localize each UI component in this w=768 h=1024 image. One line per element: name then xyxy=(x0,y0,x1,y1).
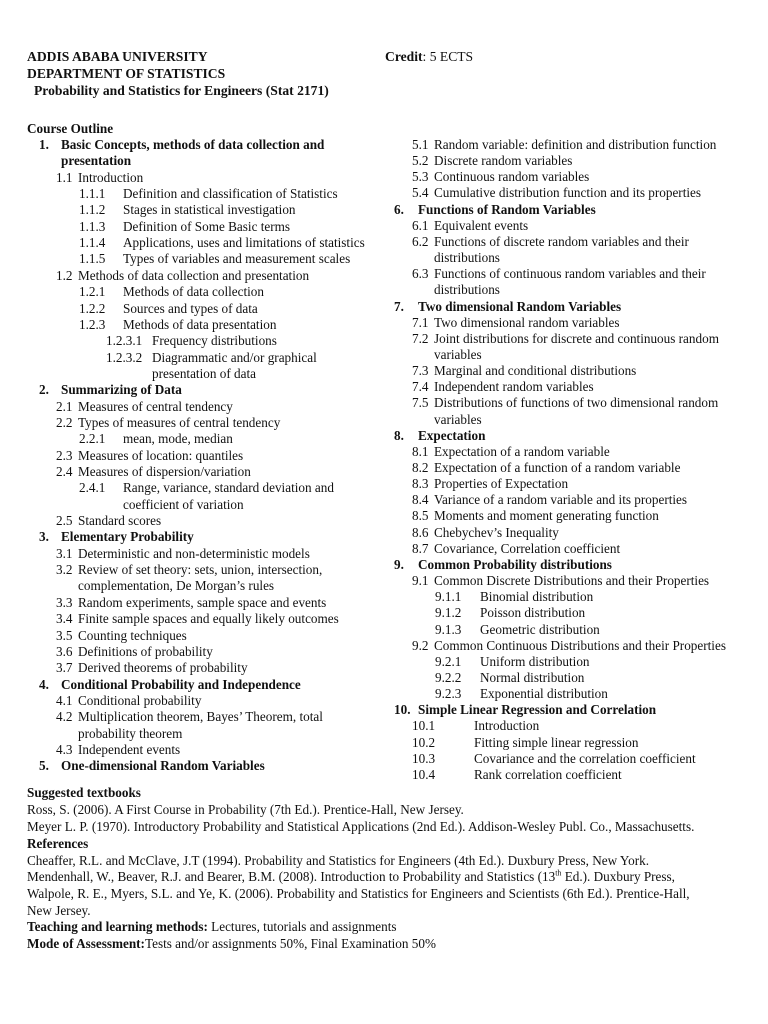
outline-item xyxy=(412,735,638,751)
outline-item-number: 5. xyxy=(39,758,49,774)
outline-item xyxy=(435,605,585,621)
outline-item-text: Measures of location: quantiles xyxy=(78,447,244,463)
outline-item-number: 8.3 xyxy=(412,476,429,492)
reference-item: Walpole, R. E., Myers, S.L. and Ye, K. (2006). Probability and Statistics for Engineers and Scientists (6th Ed.). Prentice-Hall, xyxy=(27,886,690,901)
outline-item-text: probability theorem xyxy=(78,725,183,741)
outline-item xyxy=(56,513,161,529)
textbook-item: Ross, S. (2006). A First Course in Probability (7th Ed.). Prentice-Hall, New Jersey. xyxy=(27,802,464,817)
outline-item-text: Variance of a random variable and its properties xyxy=(434,492,688,508)
outline-item-number: 1.2 xyxy=(56,267,73,283)
outline-item-text: complementation, De Morgan’s rules xyxy=(78,578,275,594)
outline-item-number: 8.2 xyxy=(412,460,429,475)
outline-item-number: 9.1.3 xyxy=(435,621,462,637)
outline-item-number: 1.1.4 xyxy=(79,235,106,251)
outline-item-text: Introduction xyxy=(78,169,144,185)
outline-item-number: 4. xyxy=(39,676,49,692)
outline-item xyxy=(412,347,482,363)
outline-item-text: Expectation of a random variable xyxy=(434,443,610,459)
outline-item xyxy=(412,460,680,476)
outline-item-number: 6.2 xyxy=(412,233,429,249)
outline-item-number: 8.1 xyxy=(412,443,429,459)
outline-item xyxy=(412,767,622,783)
outline-item xyxy=(412,218,528,234)
outline-item xyxy=(435,670,584,686)
outline-item-text: Summarizing of Data xyxy=(61,382,182,398)
outline-item-text: presentation of data xyxy=(152,365,256,381)
outline-item-number: 1.2.2 xyxy=(79,300,106,316)
credit-label: Credit xyxy=(385,49,423,64)
outline-item xyxy=(56,578,274,594)
assessment-mode xyxy=(27,936,436,952)
outline-item-number: 1.2.1 xyxy=(79,284,106,300)
outline-item xyxy=(79,317,276,333)
outline-item xyxy=(412,153,572,169)
outline-item-text: Range, variance, standard deviation and xyxy=(123,480,334,496)
course-title: Probability and Statistics for Engineers (Stat 2171) xyxy=(34,83,329,98)
outline-item-text: mean, mode, median xyxy=(123,431,233,447)
outline-item xyxy=(79,202,296,218)
outline-item-number: 6.1 xyxy=(412,217,429,233)
outline-item xyxy=(412,169,589,185)
outline-item-text: Covariance, Correlation coefficient xyxy=(434,540,621,556)
outline-item-number: 1. xyxy=(39,137,49,152)
outline-item-text: Standard scores xyxy=(78,513,162,529)
outline-item-text: coefficient of variation xyxy=(123,496,244,512)
outline-item-number: 8.4 xyxy=(412,492,429,508)
outline-item-text: Derived theorems of probability xyxy=(78,660,248,676)
outline-item-text: Random experiments, sample space and events xyxy=(78,594,327,610)
outline-item xyxy=(56,546,310,562)
outline-item xyxy=(412,638,726,654)
outline-item-text: Applications, uses and limitations of statistics xyxy=(123,235,365,251)
outline-item xyxy=(412,395,718,411)
outline-item xyxy=(56,448,243,464)
outline-item xyxy=(412,751,696,767)
outline-item xyxy=(412,331,719,347)
outline-item xyxy=(56,611,339,627)
outline-item-text: Elementary Probability xyxy=(61,529,194,545)
assessment-value: Tests and/or assignments 50%, Final Examination 50% xyxy=(144,936,436,951)
outline-item-text: Stages in statistical investigation xyxy=(123,202,296,218)
outline-item xyxy=(56,595,326,611)
outline-item-text: Rank correlation coefficient xyxy=(474,766,622,782)
outline-item-text: Chebychev’s Inequality xyxy=(434,524,559,540)
reference-text: Ed.). Duxbury Press, xyxy=(561,869,675,884)
outline-item xyxy=(56,268,309,284)
outline-item xyxy=(435,654,590,670)
outline-item-text: Binomial distribution xyxy=(480,589,594,605)
outline-item-number: 2.1 xyxy=(56,398,73,414)
outline-item-number: 7.3 xyxy=(412,363,429,379)
outline-item-text: Moments and moment generating function xyxy=(434,508,659,524)
outline-item-text: Two dimensional Random Variables xyxy=(418,298,622,314)
outline-section-heading xyxy=(39,153,131,169)
outline-item xyxy=(56,628,187,644)
outline-item-number: 3.7 xyxy=(56,660,73,676)
textbook-item: Meyer L. P. (1970). Introductory Probability and Statistical Applications (2nd Ed.). Addison-Wesley Publ. Co., Massachusetts. xyxy=(27,819,695,834)
outline-item xyxy=(56,644,213,660)
outline-item-number: 9.1 xyxy=(412,573,429,589)
outline-title: Course Outline xyxy=(27,121,114,136)
outline-item xyxy=(56,464,251,480)
outline-item-number: 2.4 xyxy=(56,464,73,479)
outline-item-text: Functions of Random Variables xyxy=(418,201,596,217)
outline-item-text: Discrete random variables xyxy=(434,153,573,169)
outline-item-number: 5.2 xyxy=(412,153,429,169)
outline-item-text: Counting techniques xyxy=(78,627,187,643)
outline-item-number: 4.2 xyxy=(56,709,73,725)
outline-item xyxy=(56,693,201,709)
outline-item xyxy=(79,219,290,235)
outline-item xyxy=(412,266,706,282)
outline-item xyxy=(412,476,568,492)
outline-item xyxy=(79,301,258,317)
outline-section-heading xyxy=(39,137,324,153)
outline-item-number: 3.3 xyxy=(56,594,73,610)
outline-item-text: One-dimensional Random Variables xyxy=(61,758,265,774)
outline-item-text: variables xyxy=(434,411,482,427)
outline-item xyxy=(56,170,143,186)
outline-item xyxy=(56,415,280,431)
outline-item-number: 9. xyxy=(394,556,404,572)
reference-item: Cheaffer, R.L. and McClave, J.T (1994). Probability and Statistics for Engineers (4th Ed.). Duxbury Press, New York. xyxy=(27,853,649,868)
outline-item-number: 2.2 xyxy=(56,414,73,430)
outline-item-text: Functions of continuous random variables and their xyxy=(434,266,706,282)
outline-item-number: 1.1.1 xyxy=(79,186,106,202)
university-name: ADDIS ABABA UNIVERSITY xyxy=(27,49,208,64)
textbooks-title: Suggested textbooks xyxy=(27,785,141,800)
outline-item-number: 6.3 xyxy=(412,266,429,282)
outline-item-number: 9.1.1 xyxy=(435,589,462,605)
outline-item-text: Common Probability distributions xyxy=(418,556,612,572)
outline-item-number: 6. xyxy=(394,201,404,217)
outline-section-heading xyxy=(394,702,656,718)
outline-item xyxy=(79,480,334,496)
outline-item-text: Fitting simple linear regression xyxy=(474,734,639,750)
outline-item-text: Conditional probability xyxy=(78,692,202,708)
outline-item-number: 3.6 xyxy=(56,643,73,659)
outline-item xyxy=(106,333,277,349)
outline-item-text: Functions of discrete random variables and their xyxy=(434,233,689,249)
outline-item-number: 1.1.2 xyxy=(79,202,106,218)
outline-item-text: Distributions of functions of two dimensional random xyxy=(434,395,719,411)
outline-item-text: variables xyxy=(434,346,482,362)
outline-item xyxy=(79,251,350,267)
outline-item xyxy=(412,363,636,379)
outline-item-text: Poisson distribution xyxy=(480,605,586,621)
outline-item xyxy=(412,718,539,734)
outline-item xyxy=(412,282,500,298)
outline-item xyxy=(79,431,233,447)
outline-item-text: distributions xyxy=(434,282,500,298)
outline-item-text: Uniform distribution xyxy=(480,653,590,669)
outline-item-number: 9.1.2 xyxy=(435,605,462,621)
outline-item-text: Normal distribution xyxy=(480,669,585,685)
outline-item-number: 2.4.1 xyxy=(79,480,106,496)
outline-item-number: 10.3 xyxy=(412,750,436,766)
outline-item-text: Expectation of a function of a random variable xyxy=(434,460,681,475)
outline-item xyxy=(56,726,182,742)
outline-item-text: Definitions of probability xyxy=(78,643,213,659)
reference-superscript: th xyxy=(555,868,562,878)
outline-item-number: 2.3 xyxy=(56,447,73,463)
outline-section-heading xyxy=(394,299,621,315)
outline-section-heading xyxy=(394,202,596,218)
outline-item-text: Review of set theory: sets, union, intersection, xyxy=(78,562,323,578)
outline-item xyxy=(56,399,233,415)
outline-item-number: 5.3 xyxy=(412,169,429,185)
outline-item-text: Definition of Some Basic terms xyxy=(123,218,291,234)
outline-item-number: 2.2.1 xyxy=(79,431,106,447)
outline-item-number: 1.1.5 xyxy=(79,251,106,267)
outline-item xyxy=(412,315,620,331)
outline-item-text: Methods of data collection and presentation xyxy=(78,267,310,283)
outline-item-number: 3.4 xyxy=(56,611,73,627)
reference-text: Mendenhall, W., Beaver, R.J. and Bearer, B.M. (2008). Introduction to Probability and Statistics (13 xyxy=(27,869,556,884)
outline-item-number: 7. xyxy=(394,298,404,314)
outline-item xyxy=(412,234,689,250)
outline-item-text: presentation xyxy=(61,153,132,169)
outline-section-heading xyxy=(394,557,612,573)
outline-item-text: Types of measures of central tendency xyxy=(78,414,281,430)
outline-item-text: Deterministic and non-deterministic models xyxy=(78,545,310,561)
outline-item-number: 8.5 xyxy=(412,508,429,524)
outline-item xyxy=(79,284,264,300)
teaching-methods xyxy=(27,919,397,935)
references-title: References xyxy=(27,836,89,851)
outline-item xyxy=(412,379,594,395)
outline-item-number: 1.2.3.1 xyxy=(106,333,143,349)
outline-item xyxy=(412,137,716,153)
outline-item-text: Exponential distribution xyxy=(480,686,608,702)
outline-item-text: Expectation xyxy=(418,427,486,443)
outline-item xyxy=(435,622,600,638)
outline-item-text: Introduction xyxy=(474,718,540,734)
outline-item xyxy=(106,350,317,366)
outline-item-text: Definition and classification of Statistics xyxy=(123,186,338,202)
outline-item-number: 7.5 xyxy=(412,395,429,411)
teaching-label: Teaching and learning methods: xyxy=(27,919,208,934)
outline-item-number: 9.2 xyxy=(412,637,429,653)
outline-section-heading xyxy=(394,428,485,444)
outline-item-text: Basic Concepts, methods of data collection and xyxy=(61,137,325,152)
outline-item xyxy=(56,660,248,676)
outline-item-number: 8.7 xyxy=(412,540,429,556)
outline-item-number: 4.1 xyxy=(56,692,73,708)
outline-item-text: Equivalent events xyxy=(434,217,529,233)
outline-item xyxy=(435,589,593,605)
outline-item xyxy=(79,235,365,251)
outline-item xyxy=(412,492,687,508)
outline-item-number: 5.1 xyxy=(412,137,429,152)
department-name: DEPARTMENT OF STATISTICS xyxy=(27,66,226,81)
outline-item-text: Independent random variables xyxy=(434,379,594,395)
outline-item xyxy=(106,366,256,382)
outline-item-text: Conditional Probability and Independence xyxy=(61,676,301,692)
outline-item-text: Types of variables and measurement scales xyxy=(123,251,351,267)
outline-section-heading xyxy=(39,758,265,774)
outline-item-number: 8.6 xyxy=(412,524,429,540)
outline-item-text: Frequency distributions xyxy=(152,333,277,349)
teaching-value: Lectures, tutorials and assignments xyxy=(207,919,397,934)
outline-item-text: Continuous random variables xyxy=(434,169,590,185)
outline-item-text: Simple Linear Regression and Correlation xyxy=(418,702,657,718)
outline-item xyxy=(79,186,338,202)
outline-item-text: Random variable: definition and distribution function xyxy=(434,137,717,152)
outline-item-number: 2. xyxy=(39,382,49,398)
outline-item-text: Common Discrete Distributions and their Properties xyxy=(434,573,710,589)
credit-value: : 5 ECTS xyxy=(422,49,474,64)
outline-item-number: 1.1.3 xyxy=(79,218,106,234)
outline-item-number: 3.5 xyxy=(56,627,73,643)
outline-item-text: Methods of data presentation xyxy=(123,316,277,332)
outline-item-text: Marginal and conditional distributions xyxy=(434,363,637,379)
outline-item xyxy=(412,573,709,589)
outline-item xyxy=(56,562,322,578)
outline-item xyxy=(412,250,500,266)
outline-item xyxy=(56,742,180,758)
outline-item xyxy=(56,709,323,725)
outline-item-text: Sources and types of data xyxy=(123,300,258,316)
outline-item-number: 7.4 xyxy=(412,379,429,395)
outline-item-number: 2.5 xyxy=(56,513,73,529)
outline-item-number: 3.2 xyxy=(56,562,73,578)
outline-item-number: 9.2.1 xyxy=(435,653,462,669)
outline-item xyxy=(412,444,610,460)
outline-item-text: Two dimensional random variables xyxy=(434,314,620,330)
outline-item xyxy=(79,497,244,513)
outline-item xyxy=(412,185,701,201)
outline-item-text: Multiplication theorem, Bayes’ Theorem, total xyxy=(78,709,323,725)
outline-item-number: 10. xyxy=(394,702,411,718)
outline-item-number: 7.2 xyxy=(412,330,429,346)
outline-item-number: 9.2.2 xyxy=(435,669,462,685)
credit-info xyxy=(385,49,473,65)
outline-item xyxy=(412,412,482,428)
outline-item-number: 5.4 xyxy=(412,185,429,201)
outline-item-text: Geometric distribution xyxy=(480,621,600,637)
outline-item-number: 9.2.3 xyxy=(435,686,462,702)
outline-item-number: 1.1 xyxy=(56,169,73,185)
outline-item-text: Joint distributions for discrete and continuous random xyxy=(434,330,719,346)
outline-item-text: Properties of Expectation xyxy=(434,476,569,492)
outline-item-text: Measures of central tendency xyxy=(78,398,233,414)
outline-item-number: 1.2.3 xyxy=(79,316,106,332)
outline-item-number: 10.2 xyxy=(412,734,436,750)
outline-item xyxy=(412,541,620,557)
outline-item-number: 8. xyxy=(394,427,404,443)
reference-item xyxy=(27,869,675,885)
outline-item-text: Methods of data collection xyxy=(123,284,264,300)
outline-item-text: Cumulative distribution function and its properties xyxy=(434,185,702,201)
outline-item-number: 7.1 xyxy=(412,314,429,330)
outline-item xyxy=(435,686,608,702)
outline-item-text: Measures of dispersion/variation xyxy=(78,464,251,479)
outline-section-heading xyxy=(39,382,182,398)
outline-item xyxy=(412,508,659,524)
outline-section-heading xyxy=(39,677,301,693)
outline-section-heading xyxy=(39,529,194,545)
outline-item-number: 4.3 xyxy=(56,741,73,757)
outline-item-text: Covariance and the correlation coefficient xyxy=(474,750,696,766)
outline-item-number: 3. xyxy=(39,529,49,545)
outline-item-text: Diagrammatic and/or graphical xyxy=(152,349,317,365)
reference-item-continued: New Jersey. xyxy=(27,903,91,918)
outline-item-number: 10.1 xyxy=(412,718,436,734)
outline-item xyxy=(412,525,559,541)
outline-item-text: Finite sample spaces and equally likely outcomes xyxy=(78,611,339,627)
outline-item-text: distributions xyxy=(434,250,500,266)
assessment-label: Mode of Assessment: xyxy=(27,936,145,951)
outline-item-number: 10.4 xyxy=(412,766,436,782)
outline-item-text: Common Continuous Distributions and their Properties xyxy=(434,637,726,653)
outline-item-text: Independent events xyxy=(78,741,181,757)
outline-item-number: 1.2.3.2 xyxy=(106,349,143,365)
outline-item-number: 3.1 xyxy=(56,545,73,561)
